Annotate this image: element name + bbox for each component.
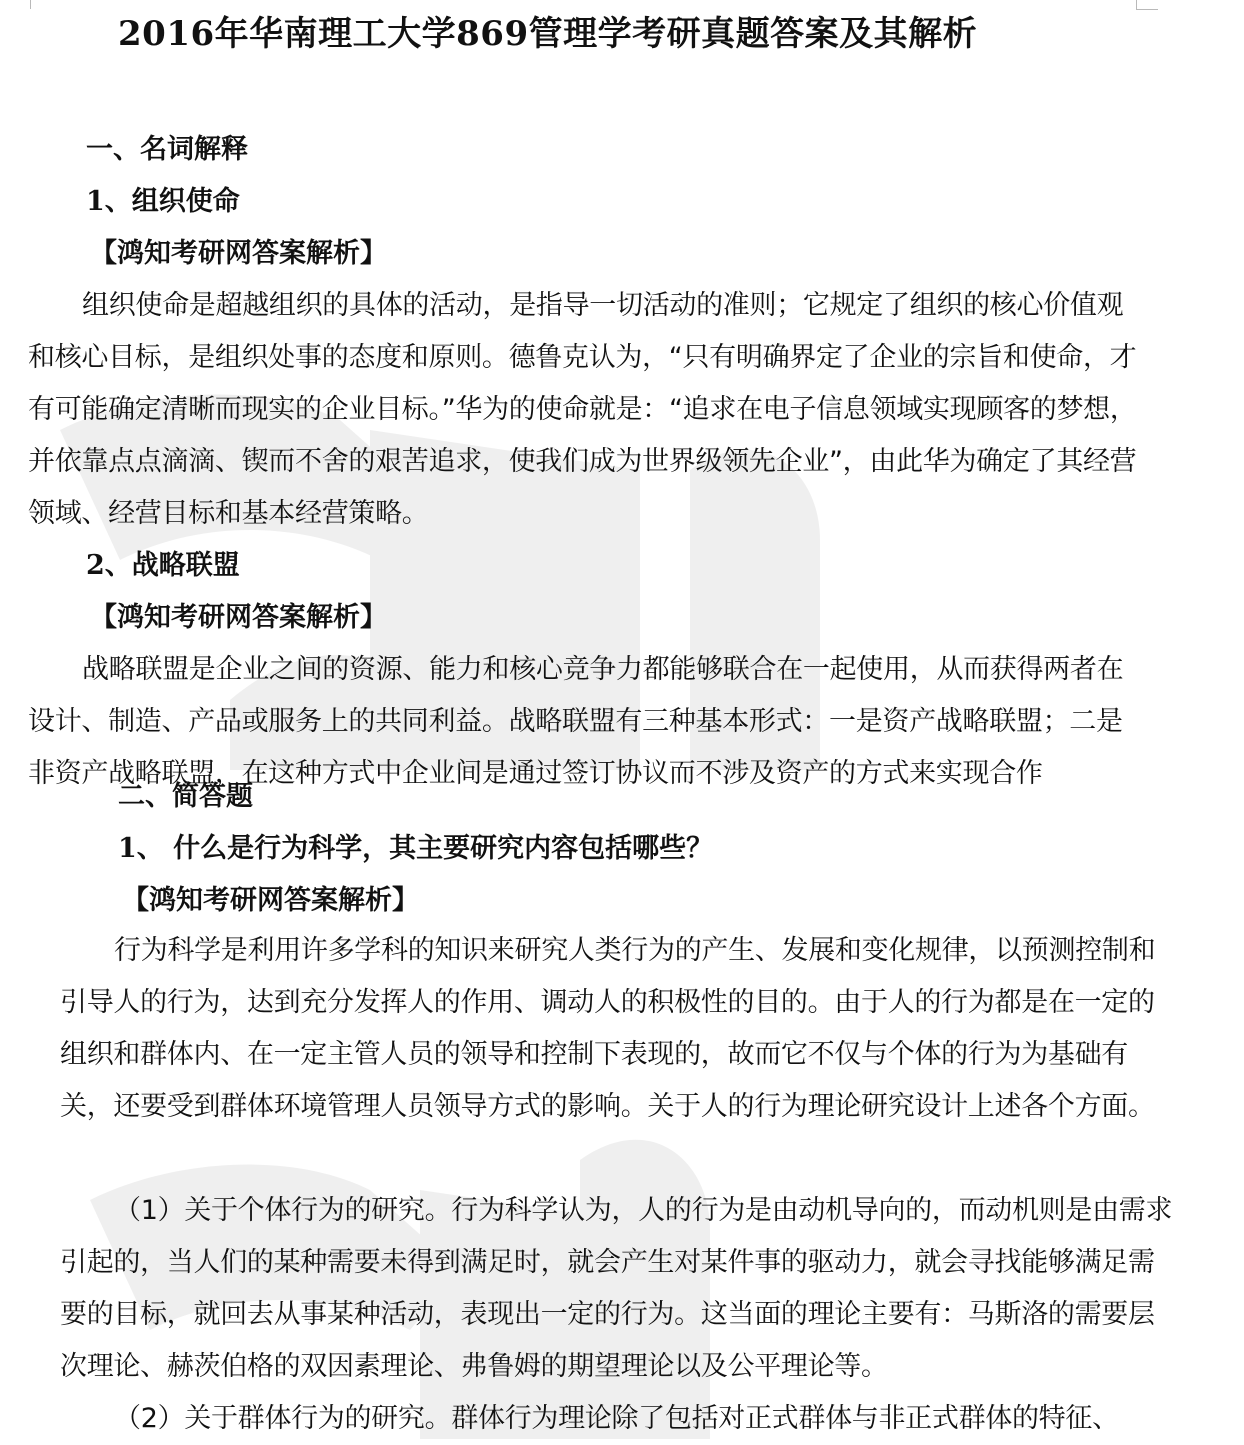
item-heading-organization-mission: 1、组织使命 [86, 186, 240, 217]
answer-paragraph: 战略联盟是企业之间的资源、能力和核心竞争力都能够联合在一起使用，从而获得两者在设计、制造、产品或服务上的共同利益。战略联盟有三种基本形式：一是资产战略联盟；二是非资产战略联盟，在这种方式中企业间是通过签订协议而不涉及资产的方式来实现合作 [28, 654, 1124, 789]
section-heading-definitions: 一、名词解释 [86, 134, 248, 165]
answer-label: 【鸿知考研网答案解析】 [122, 885, 419, 916]
document-title: 2016年华南理工大学869管理学考研真题答案及其解析 [118, 14, 978, 54]
item-heading-strategic-alliance: 2、战略联盟 [86, 550, 240, 581]
item-heading-behavioral-science: 1、 什么是行为科学，其主要研究内容包括哪些？ [118, 833, 714, 864]
answer-paragraph: （1）关于个体行为的研究。行为科学认为，人的行为是由动机导向的，而动机则是由需求引起的，当人们的某种需要未得到满足时，就会产生对某件事的驱动力，就会寻找能够满足需要的目标，就回去从事某种活动，表现出一定的行为。这当面的理论主要有：马斯洛的需要层次理论、赫茨伯格的双因素理论、弗鲁姆的期望理论以及公平理论等。 [60, 1195, 1173, 1382]
answer-paragraph: 组织使命是超越组织的具体的活动，是指导一切活动的准则；它规定了组织的核心价值观和核心目标，是组织处事的态度和原则。德鲁克认为，“只有明确界定了企业的宗旨和使命，才有可能确定清晰而现实的企业目标。”华为的使命就是：“追求在电子信息领域实现顾客的梦想，并依靠点点滴滴、锲而不舍的艰苦追求，使我们成为世界级领先企业”，由此华为确定了其经营领域、经营目标和基本经营策略。 [28, 290, 1137, 529]
answer-paragraph: （2）关于群体行为的研究。群体行为理论除了包括对正式群体与非正式群体的特征、 [114, 1403, 1119, 1434]
page-bottom [0, 773, 1244, 1439]
answer-label: 【鸿知考研网答案解析】 [90, 602, 387, 633]
answer-paragraph: 行为科学是利用许多学科的知识来研究人类行为的产生、发展和变化规律，以预测控制和引导人的行为，达到充分发挥人的作用、调动人的积极性的目的。由于人的行为都是在一定的组织和群体内、在一定主管人员的领导和控制下表现的，故而它不仅与个体的行为为基础有关，还要受到群体环境管理人员领导方式的影响。关于人的行为理论研究设计上述各个方面。 [60, 935, 1156, 1122]
answer-label: 【鸿知考研网答案解析】 [90, 238, 387, 269]
section-heading-short-answer: 二、简答题 [118, 781, 253, 812]
